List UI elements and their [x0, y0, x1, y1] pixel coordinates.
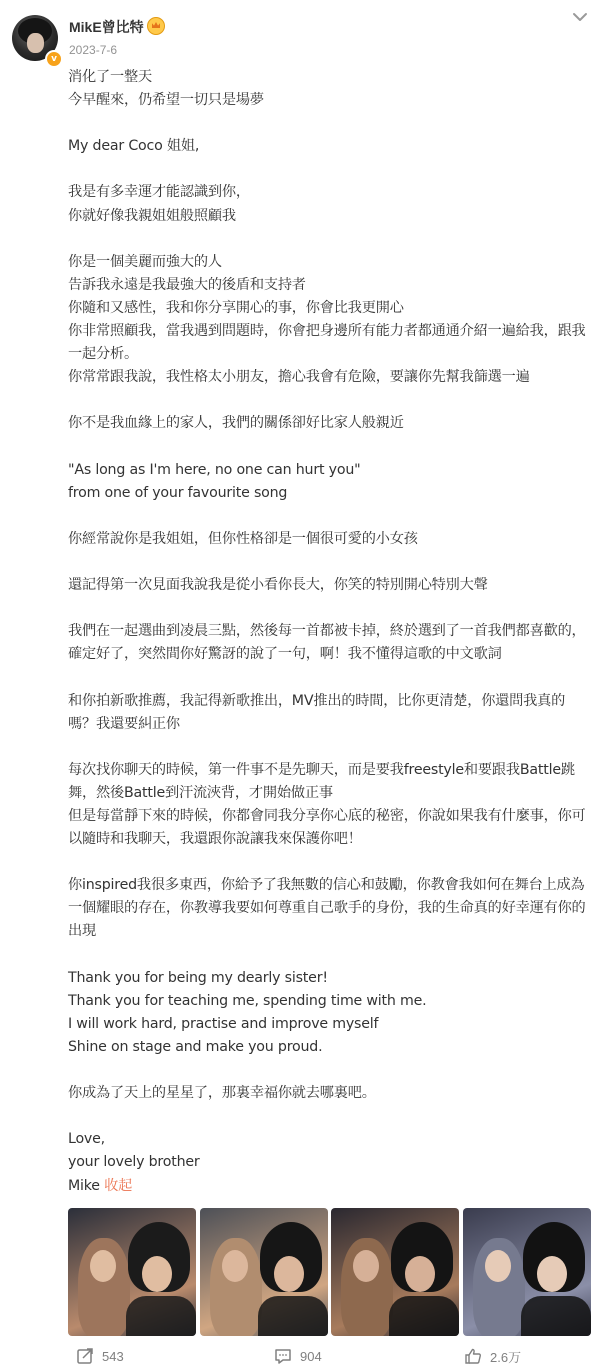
comment-count: 904	[300, 1348, 322, 1364]
action-bar	[0, 1340, 600, 1372]
post-line: Thank you for being my dearly sister!	[68, 969, 328, 986]
paragraph-gap	[68, 112, 590, 135]
post-line: 我們在一起選曲到凌晨三點，然後每一首都被卡掉，終於選到了一首我們都喜歡的，確定好了，突然間你好驚訝的說了一句，啊！我不懂得這歌的中文歌詞	[68, 623, 586, 663]
post-line: 你非常照顧我，當我遇到問題時，你會把身邊所有能力者都通通介紹一遍給我，跟我一起分析。	[68, 323, 586, 363]
chevron-down-icon[interactable]	[570, 8, 590, 26]
paragraph-gap	[68, 228, 590, 251]
post-line: 還記得第一次見面我說我是從小看你長大，你笑的特別開心特別大聲	[68, 577, 488, 594]
post-line: Shine on stage and make you proud.	[68, 1038, 323, 1055]
paragraph-gap	[68, 1059, 590, 1082]
like-count: 2.6万	[490, 1349, 522, 1365]
paragraph-gap	[68, 597, 590, 620]
post-line: "As long as I'm here, no one can hurt you"	[68, 461, 361, 478]
post-date[interactable]: 2023-7-6	[69, 43, 118, 57]
post-line: 每次找你聊天的時候，第一件事不是先聊天，而是要我freestyle和要跟我Battle跳舞，然後Battle到汗流浹背，才開始做正事	[68, 761, 575, 801]
post-line: from one of your favourite song	[68, 484, 288, 501]
photo-face-right	[142, 1256, 172, 1292]
post-line: 你隨和又感性，我和你分享開心的事，你會比我更開心	[68, 299, 404, 316]
paragraph-gap	[68, 944, 590, 967]
photo-face-left	[90, 1250, 116, 1282]
paragraph-gap	[68, 389, 590, 412]
verified-badge-icon: v	[45, 50, 63, 68]
paragraph-gap	[68, 436, 590, 459]
collapse-link[interactable]: 收起	[104, 1177, 133, 1194]
photo-2[interactable]	[200, 1208, 328, 1336]
post-line: My dear Coco 姐姐,	[68, 138, 200, 155]
paragraph-gap	[68, 551, 590, 574]
photo-face-left	[222, 1250, 248, 1282]
repost-button[interactable]	[76, 1346, 124, 1366]
photo-grid	[68, 1208, 590, 1336]
photo-body-right	[258, 1296, 328, 1336]
post-line: Love,	[68, 1131, 105, 1148]
paragraph-gap	[68, 1105, 590, 1128]
post-line: 你經常說你是我姐姐，但你性格卻是一個很可愛的小女孩	[68, 530, 418, 547]
post-line: 你是一個美麗而強大的人	[68, 253, 222, 270]
photo-body-right	[521, 1296, 591, 1336]
paragraph-gap	[68, 505, 590, 528]
photo-face-left	[485, 1250, 511, 1282]
signoff-name: Mike	[68, 1177, 100, 1194]
comment-button[interactable]	[274, 1346, 322, 1366]
photo-4[interactable]	[463, 1208, 591, 1336]
post-text	[68, 66, 590, 1198]
post-line: your lovely brother	[68, 1154, 200, 1171]
repost-count: 543	[102, 1348, 124, 1364]
repost-icon	[76, 1347, 94, 1365]
paragraph-gap	[68, 666, 590, 689]
post-line: 我是有多幸運才能認識到你，	[68, 184, 250, 201]
post-line: I will work hard, practise and improve myself	[68, 1015, 379, 1032]
post-line: 和你拍新歌推薦，我記得新歌推出，MV推出的時間，比你更清楚，你還問我真的嗎？我還要糾正你	[68, 692, 566, 732]
post-line: 但是每當靜下來的時候，你都會同我分享你心底的秘密，你說如果我有什麼事，你可以隨時和我聊天，我還跟你說讓我來保護你吧！	[68, 808, 586, 848]
paragraph-gap	[68, 851, 590, 874]
paragraph-gap	[68, 158, 590, 181]
paragraph-gap	[68, 736, 590, 759]
post-header	[0, 0, 600, 70]
photo-1[interactable]	[68, 1208, 196, 1336]
photo-3[interactable]	[331, 1208, 459, 1336]
like-button[interactable]	[464, 1346, 521, 1366]
post-line: 你常常跟我說，我性格太小朋友，擔心我會有危險，要讓你先幫我篩選一遍	[68, 369, 530, 386]
photo-face-left	[353, 1250, 379, 1282]
avatar-face	[27, 33, 44, 53]
photo-face-right	[537, 1256, 567, 1292]
comment-icon	[274, 1347, 292, 1365]
post-line: Thank you for teaching me, spending time with me.	[68, 992, 427, 1009]
post-line: 告訴我永遠是我最強大的後盾和支持者	[68, 276, 306, 293]
post-line: 你不是我血緣上的家人，我們的關係卻好比家人般親近	[68, 415, 404, 432]
post-line: 你成為了天上的星星了，那裏幸福你就去哪裏吧。	[68, 1085, 376, 1102]
member-crown-icon	[147, 17, 165, 35]
photo-body-right	[389, 1296, 459, 1336]
post-line: 消化了一整天	[68, 69, 152, 85]
photo-body-right	[126, 1296, 196, 1336]
photo-face-right	[405, 1256, 435, 1292]
post-line: 你就好像我親姐姐般照顧我	[68, 207, 236, 224]
signoff-line	[68, 1175, 590, 1198]
photo-face-right	[274, 1256, 304, 1292]
post-line: 今早醒來，仍希望一切只是場夢	[68, 92, 264, 109]
post-line: 你inspired我很多東西，你給予了我無數的信心和鼓勵，你教會我如何在舞台上成為一個耀眼的存在，你教導我要如何尊重自己歌手的身份，我的生命真的好幸運有你的出現	[68, 877, 586, 940]
author-name[interactable]: MikE曾比特	[69, 19, 144, 35]
thumbs-up-icon	[464, 1347, 482, 1365]
